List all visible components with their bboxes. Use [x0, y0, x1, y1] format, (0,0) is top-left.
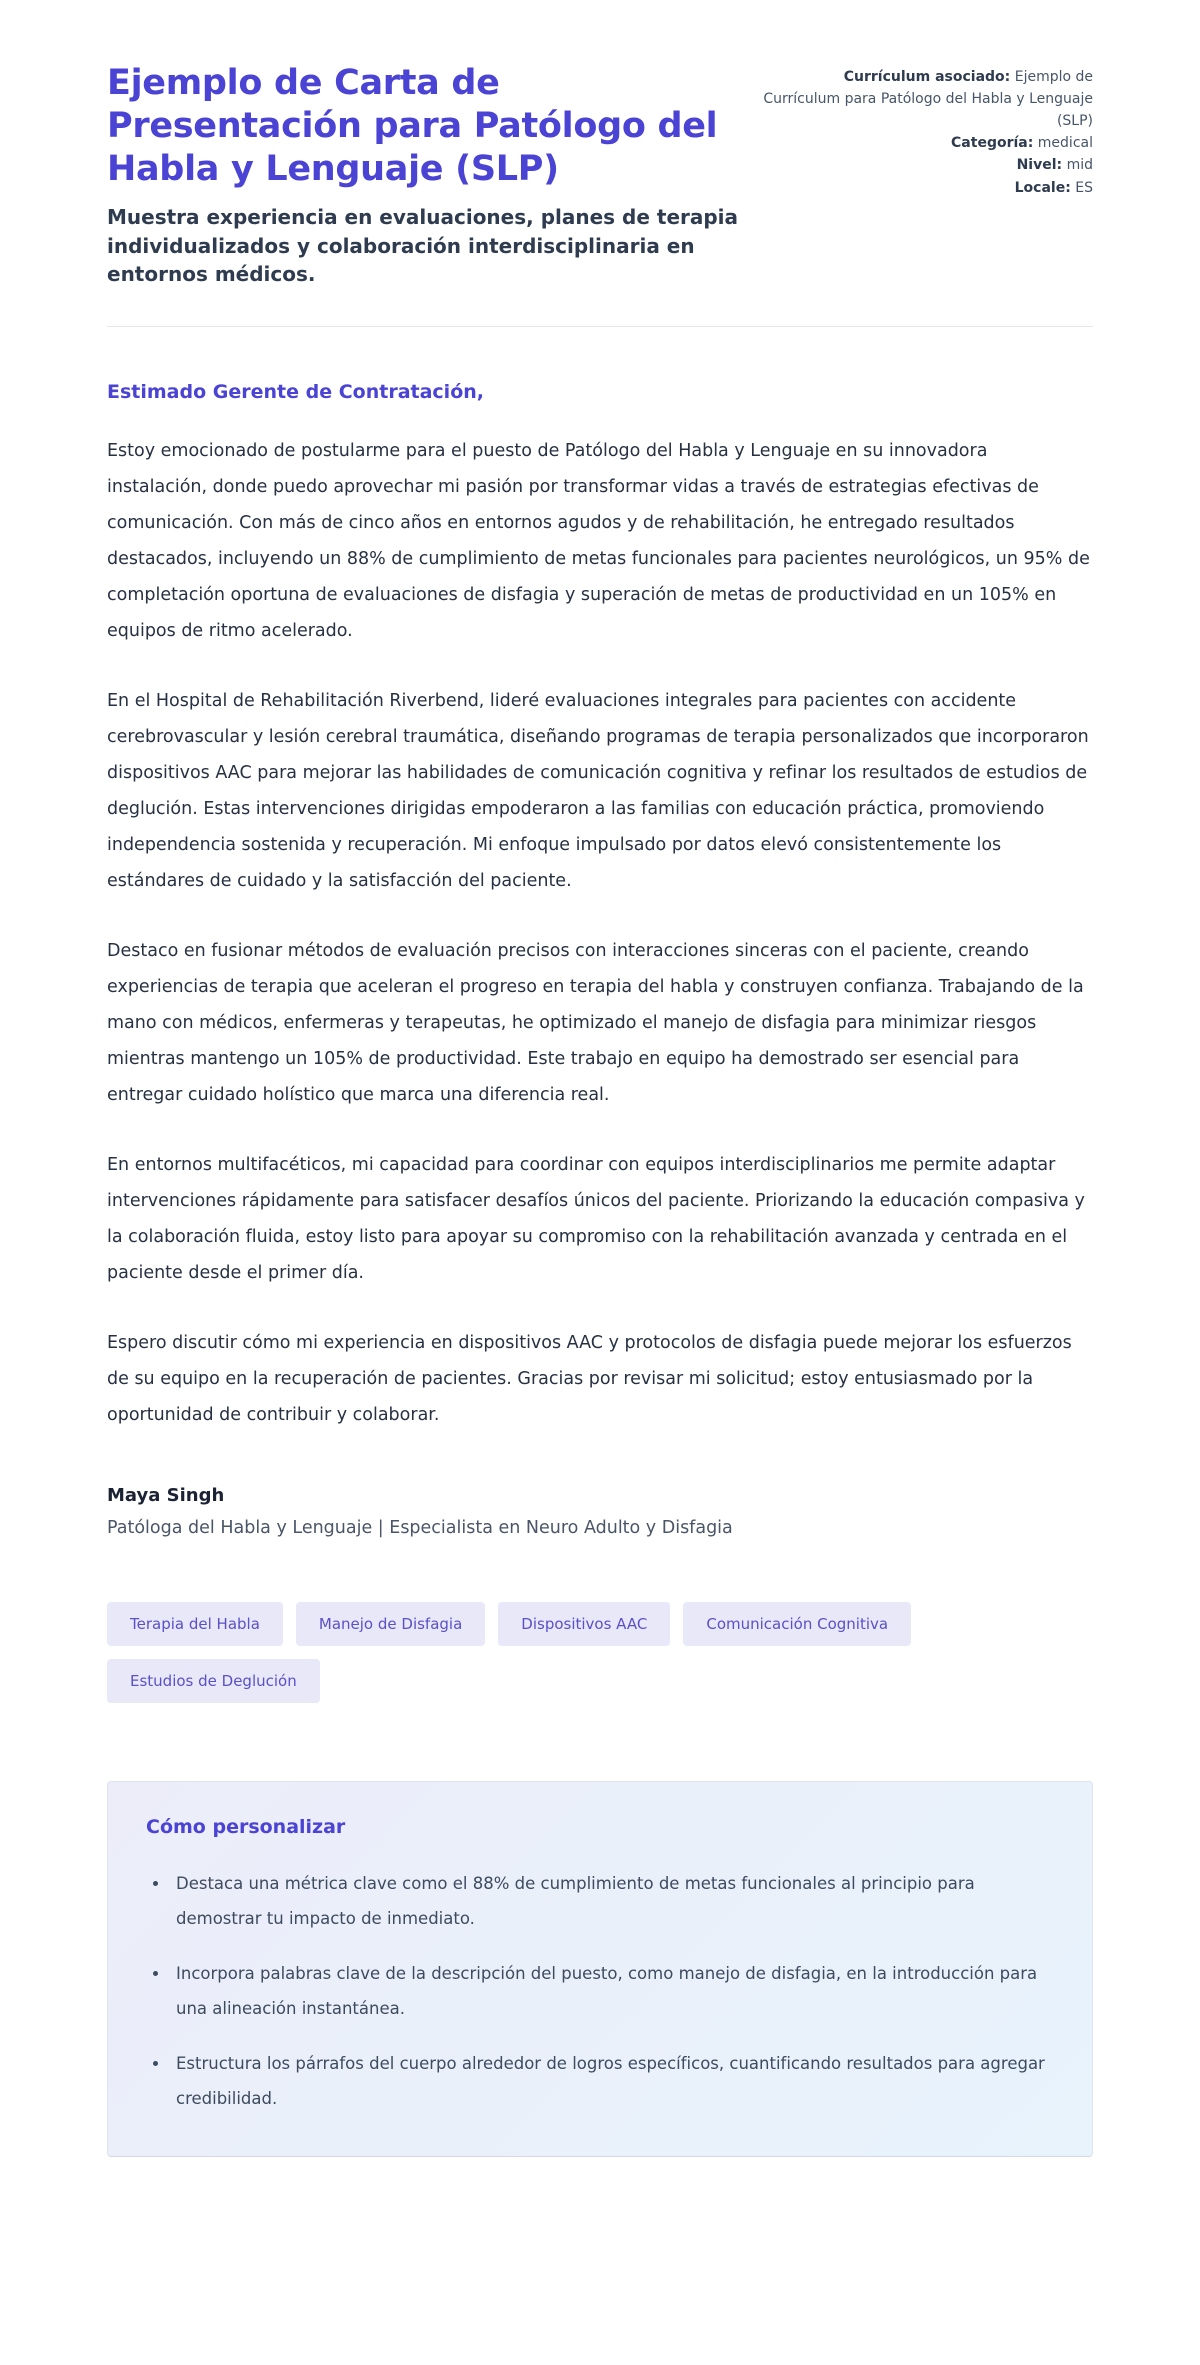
letter-paragraph: En entornos multifacéticos, mi capacidad para coordinar con equipos interdisciplinarios me permite adaptar intervenciones rápidamente para satisfacer desafíos únicos del paciente. Priorizando la educación compasiva y la colaboración fluida, estoy listo para apoyar su compromiso con la rehabilitación avanzada y centrada en el paciente desde el primer día.	[107, 1155, 1085, 1284]
letter-body	[107, 433, 1093, 1433]
meta-row	[763, 177, 1093, 199]
title-block	[107, 62, 753, 288]
meta-label: Categoría:	[951, 135, 1034, 152]
meta-value: mid	[1066, 157, 1093, 174]
tip-item: • Incorpora palabras clave de la descripción del puesto, como manejo de disfagia, en la introducción para una alineación instantánea.	[170, 1956, 1054, 2026]
meta-row	[763, 132, 1093, 154]
skill-tags	[107, 1602, 1093, 1703]
meta-row	[763, 66, 1093, 132]
meta-label: Locale:	[1014, 179, 1071, 196]
letter-greeting: Estimado Gerente de Contratación,	[107, 381, 484, 404]
tips-heading: Cómo personalizar	[146, 1816, 346, 1839]
letter-paragraph: Destaco en fusionar métodos de evaluación precisos con interacciones sinceras con el paciente, creando experiencias de terapia que aceleran el progreso en terapia del habla y construyen confianza. Trabajando de la mano con médicos, enfermeras y terapeutas, he optimizado el manejo de disfagia para minimizar riesgos mientras mantengo un 105% de productividad. Este trabajo en equipo ha demostrado ser esencial para entregar cuidado holístico que marca una diferencia real.	[107, 941, 1084, 1106]
skill-tag[interactable]: Manejo de Disfagia	[296, 1602, 485, 1646]
meta-label: Currículum asociado:	[843, 69, 1011, 85]
page	[107, 0, 1093, 2229]
letter-paragraph: Estoy emocionado de postularme para el puesto de Patólogo del Habla y Lenguaje en su innovadora instalación, donde puedo aprovechar mi pasión por transformar vidas a través de estrategias efectivas de comunicación. Con más de cinco años en entornos agudos y de rehabilitación, he entregado resultados destacados, incluyendo un 88% de cumplimiento de metas funcionales para pacientes neurológicos, un 95% de completación oportuna de evaluaciones de disfagia y superación de metas de productividad en un 105% en equipos de ritmo acelerado.	[107, 441, 1090, 642]
meta-panel	[763, 62, 1093, 199]
page-title: Ejemplo de Carta de Presentación para Patólogo del Habla y Lenguaje (SLP)	[107, 63, 718, 190]
skill-tag[interactable]: Dispositivos AAC	[498, 1602, 670, 1646]
page-subtitle: Muestra experiencia en evaluaciones, planes de terapia individualizados y colaboración interdisciplinaria en entornos médicos.	[107, 205, 739, 286]
divider	[107, 326, 1093, 327]
tips-list	[146, 1866, 1054, 2116]
skill-tag[interactable]: Estudios de Deglución	[107, 1659, 320, 1703]
letter-paragraph: Espero discutir cómo mi experiencia en dispositivos AAC y protocolos de disfagia puede mejorar los esfuerzos de su equipo en la recuperación de pacientes. Gracias por revisar mi solicitud; estoy entusiasmado por la oportunidad de contribuir y colaborar.	[107, 1333, 1072, 1426]
page-header	[107, 62, 1093, 288]
letter-paragraph: En el Hospital de Rehabilitación Riverbend, lideré evaluaciones integrales para pacientes con accidente cerebrovascular y lesión cerebral traumática, diseñando programas de terapia personalizados que incorporaron dispositivos AAC para mejorar las habilidades de comunicación cognitiva y refinar los resultados de estudios de deglución. Estas intervenciones dirigidas empoderaron a las familias con educación práctica, promoviendo independencia sostenida y recuperación. Mi enfoque impulsado por datos elevó consistentemente los estándares de cuidado y la satisfacción del paciente.	[107, 691, 1089, 892]
signature-name: Maya Singh	[107, 1485, 225, 1507]
meta-label: Nivel:	[1016, 157, 1063, 174]
cover-letter	[107, 381, 1093, 1538]
customize-tips-card	[107, 1781, 1093, 2157]
signature-block	[107, 1485, 1093, 1538]
tip-item: • Destaca una métrica clave como el 88% de cumplimiento de metas funcionales al principio para demostrar tu impacto de inmediato.	[170, 1866, 1054, 1936]
tip-item: • Estructura los párrafos del cuerpo alrededor de logros específicos, cuantificando resultados para agregar credibilidad.	[170, 2046, 1054, 2116]
meta-row	[763, 154, 1093, 176]
skill-tag[interactable]: Comunicación Cognitiva	[683, 1602, 911, 1646]
meta-value: medical	[1037, 135, 1093, 152]
meta-value: ES	[1075, 179, 1093, 196]
meta-value: Ejemplo de Currículum para Patólogo del Habla y Lenguaje (SLP)	[763, 69, 1093, 130]
skill-tag[interactable]: Terapia del Habla	[107, 1602, 283, 1646]
signature-role: Patóloga del Habla y Lenguaje | Especialista en Neuro Adulto y Disfagia	[107, 1518, 733, 1539]
